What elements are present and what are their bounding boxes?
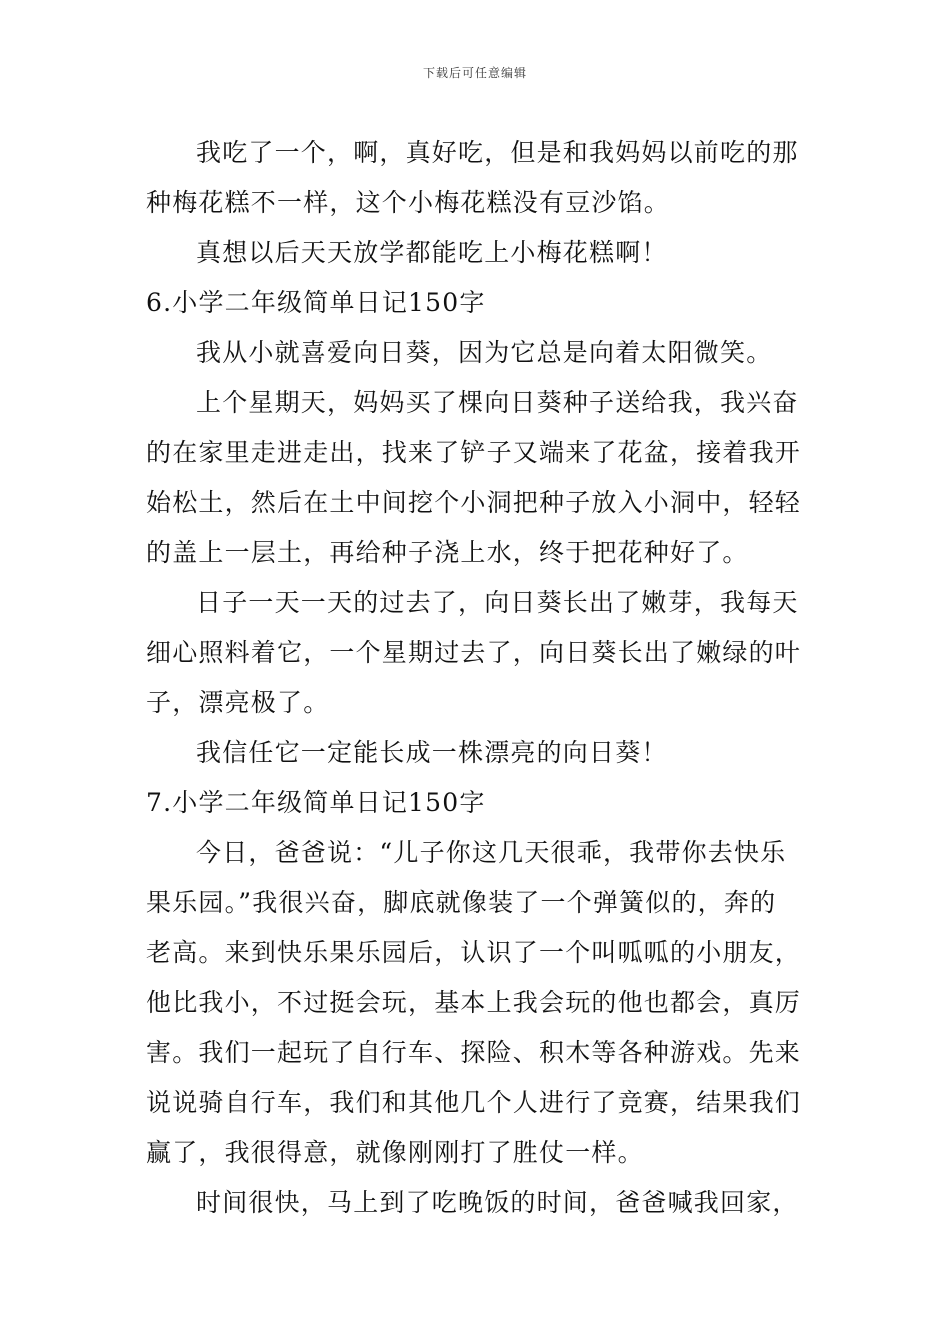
text-line: 果乐园。”我很兴奋，脚底就像装了一个弹簧似的，奔的 — [146, 888, 777, 917]
document-body — [146, 128, 810, 1228]
text-line: 我信任它一定能长成一株漂亮的向日葵！ — [196, 738, 668, 767]
text-line: 害。我们一起玩了自行车、探险、积木等各种游戏。先来 — [146, 1038, 802, 1067]
text-line: 始松土，然后在土中间挖个小洞把种子放入小洞中，轻轻 — [146, 488, 802, 517]
text-line: 他比我小，不过挺会玩，基本上我会玩的他也都会，真厉 — [146, 988, 802, 1017]
text-line: 子，漂亮极了。 — [146, 688, 330, 717]
text-line: 我吃了一个，啊，真好吃，但是和我妈妈以前吃的那 — [196, 138, 799, 167]
text-line: 赢了，我很得意，就像刚刚打了胜仗一样。 — [146, 1138, 644, 1167]
text-line: 的盖上一层土，再给种子浇上水，终于把花种好了。 — [146, 538, 749, 567]
header-note: 下载后可任意编辑 — [422, 66, 527, 80]
section-heading: 7.小学二年级简单日记150字 — [146, 788, 486, 817]
section-heading: 6.小学二年级简单日记150字 — [146, 288, 486, 317]
text-line: 说说骑自行车，我们和其他几个人进行了竞赛，结果我们 — [146, 1088, 802, 1117]
text-line: 的在家里走进走出，找来了铲子又端来了花盆，接着我开 — [146, 438, 802, 467]
text-line: 上个星期天，妈妈买了棵向日葵种子送给我，我兴奋 — [196, 388, 799, 417]
text-line: 今日，爸爸说：“儿子你这几天很乖，我带你去快乐 — [196, 838, 787, 867]
text-line: 我从小就喜爱向日葵，因为它总是向着太阳微笑。 — [196, 338, 773, 367]
text-line: 真想以后天天放学都能吃上小梅花糕啊！ — [196, 238, 668, 267]
text-line: 日子一天一天的过去了，向日葵长出了嫩芽，我每天 — [196, 588, 799, 617]
text-line: 细心照料着它，一个星期过去了，向日葵长出了嫩绿的叶 — [146, 638, 802, 667]
text-line: 时间很快，马上到了吃晚饭的时间，爸爸喊我回家， — [196, 1188, 799, 1217]
text-line: 老高。来到快乐果乐园后，认识了一个叫呱呱的小朋友， — [146, 938, 802, 967]
text-line: 种梅花糕不一样，这个小梅花糕没有豆沙馅。 — [146, 188, 671, 217]
